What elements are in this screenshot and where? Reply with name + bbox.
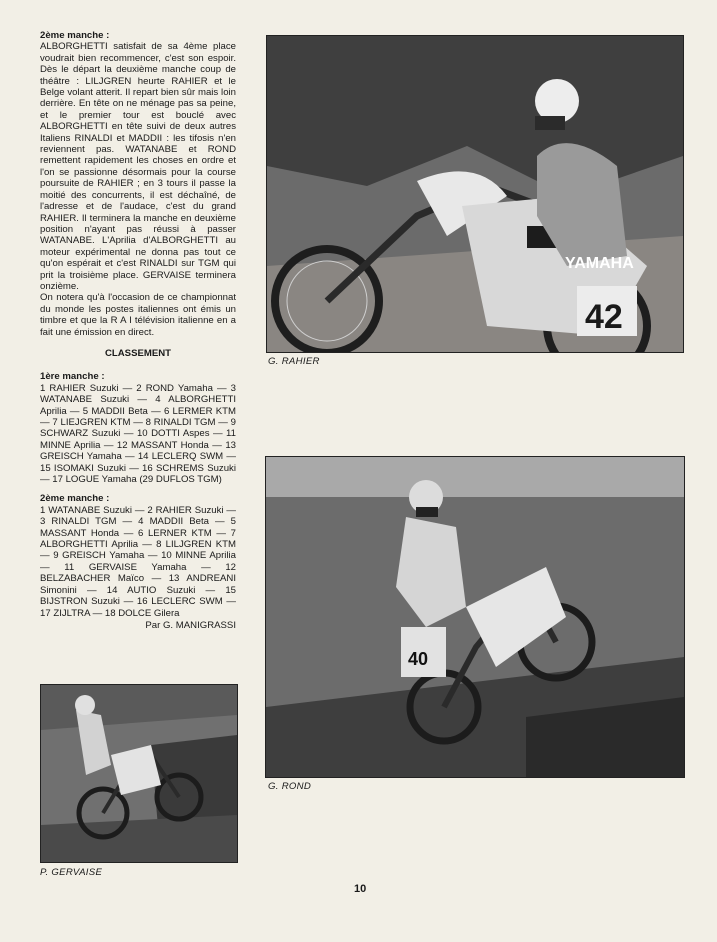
manche2-heading: 2ème manche : bbox=[40, 30, 110, 41]
photo-rond bbox=[265, 456, 685, 778]
rond-number: 40 bbox=[408, 649, 429, 669]
page-number: 10 bbox=[354, 883, 367, 895]
rahier-motocross-image bbox=[267, 36, 683, 352]
rond-motocross-image bbox=[266, 457, 684, 777]
manche2-text: ALBORGHETTI satisfait de sa 4ème place voudrait bien recommencer, c'est son espoir. Dès le départ la deuxième manche coup de théâtre : LILJGREN heurte RAHIER et le Belge volant atterit. Il repart bien sûr mais loin derrière. En tête on ne ménage pas sa peine, et le premier tour est bouclé avec ALBORGHETTI en tête suivi de deux autres Italiens RINALDI et MADDII : les tifosis n'en reviennent pas. WATANABE et ROND remettent rapidement les choses en ordre et l'on se passionne désormais pour la course poursuite de RAHIER ; en 3 tours il passe la moitié des concurrents, il est déchaîné, de l'adresse et de l'audace, c'est du grand RAHIER. Il terminera la manche en deuxième position n'ayant pas réussi à passer WATANABE. L'Aprilia d'ALBORGHETTI au moteur expérimental ne donna pas tout ce qu'on espérait et c'est RINALDI sur TGM qui prit la troisième place. GERVAISE terminera onzième. bbox=[40, 41, 236, 292]
article-column bbox=[40, 30, 236, 631]
yamaha-label: YAMAHA bbox=[565, 255, 634, 272]
rahier-number: 42 bbox=[585, 298, 623, 336]
caption-gervaise: P. GERVAISE bbox=[40, 867, 103, 878]
caption-rond: G. ROND bbox=[268, 781, 312, 792]
byline: Par G. MANIGRASSI bbox=[145, 619, 236, 631]
gervaise-motocross-image bbox=[41, 685, 237, 862]
manche2-label: 2ème manche : bbox=[40, 493, 110, 505]
manche2-results: 1 WATANABE Suzuki — 2 RAHIER Suzuki — 3 RINALDI TGM — 4 MADDII Beta — 5 MASSANT Honda — 6 LERNER KTM — 7 ALBORGHETTI Aprilia — 8 LILJGREN KTM — 9 GREISCH Yamaha — 10 MINNE Aprilia — 11 GERVAISE Yamaha — 12 BELZABACHER Maïco — 13 ANDREANI Simonini — 14 AUTIO Suzuki — 15 BIJSTRON Suzuki — 16 LECLERC SWM — 17 ZIJLTRA — 18 DOLCE Gilera bbox=[40, 504, 236, 619]
manche1-results: 1 RAHIER Suzuki — 2 ROND Yamaha — 3 WATANABE Suzuki — 4 ALBORGHETTI Aprilia — 5 MADDII Beta — 6 LERMER KTM — 7 LIEJGREN KTM — 8 RINALDI TGM — 9 SCHWARZ Suzuki — 10 DOTTI Aspes — 11 MINNE Aprilia — 12 MASSANT Honda — 13 GREISCH Yamaha — 14 LECLERQ SWM — 15 ISOMAKI Suzuki — 16 SCHREMS Suzuki — 17 LOGUE Yamaha (29 DUFLOS TGM) bbox=[40, 382, 236, 486]
classement-heading: CLASSEMENT bbox=[104, 347, 172, 359]
closing-text: On notera qu'à l'occasion de ce championnat du monde les postes italiennes ont émis un timbre et que la R A I télévision italienne en a fait une émission en direct. bbox=[40, 292, 236, 338]
photo-rahier bbox=[266, 35, 684, 353]
caption-rahier: G. RAHIER bbox=[268, 356, 320, 367]
photo-gervaise bbox=[40, 684, 238, 863]
manche1-label: 1ère manche : bbox=[40, 371, 105, 383]
